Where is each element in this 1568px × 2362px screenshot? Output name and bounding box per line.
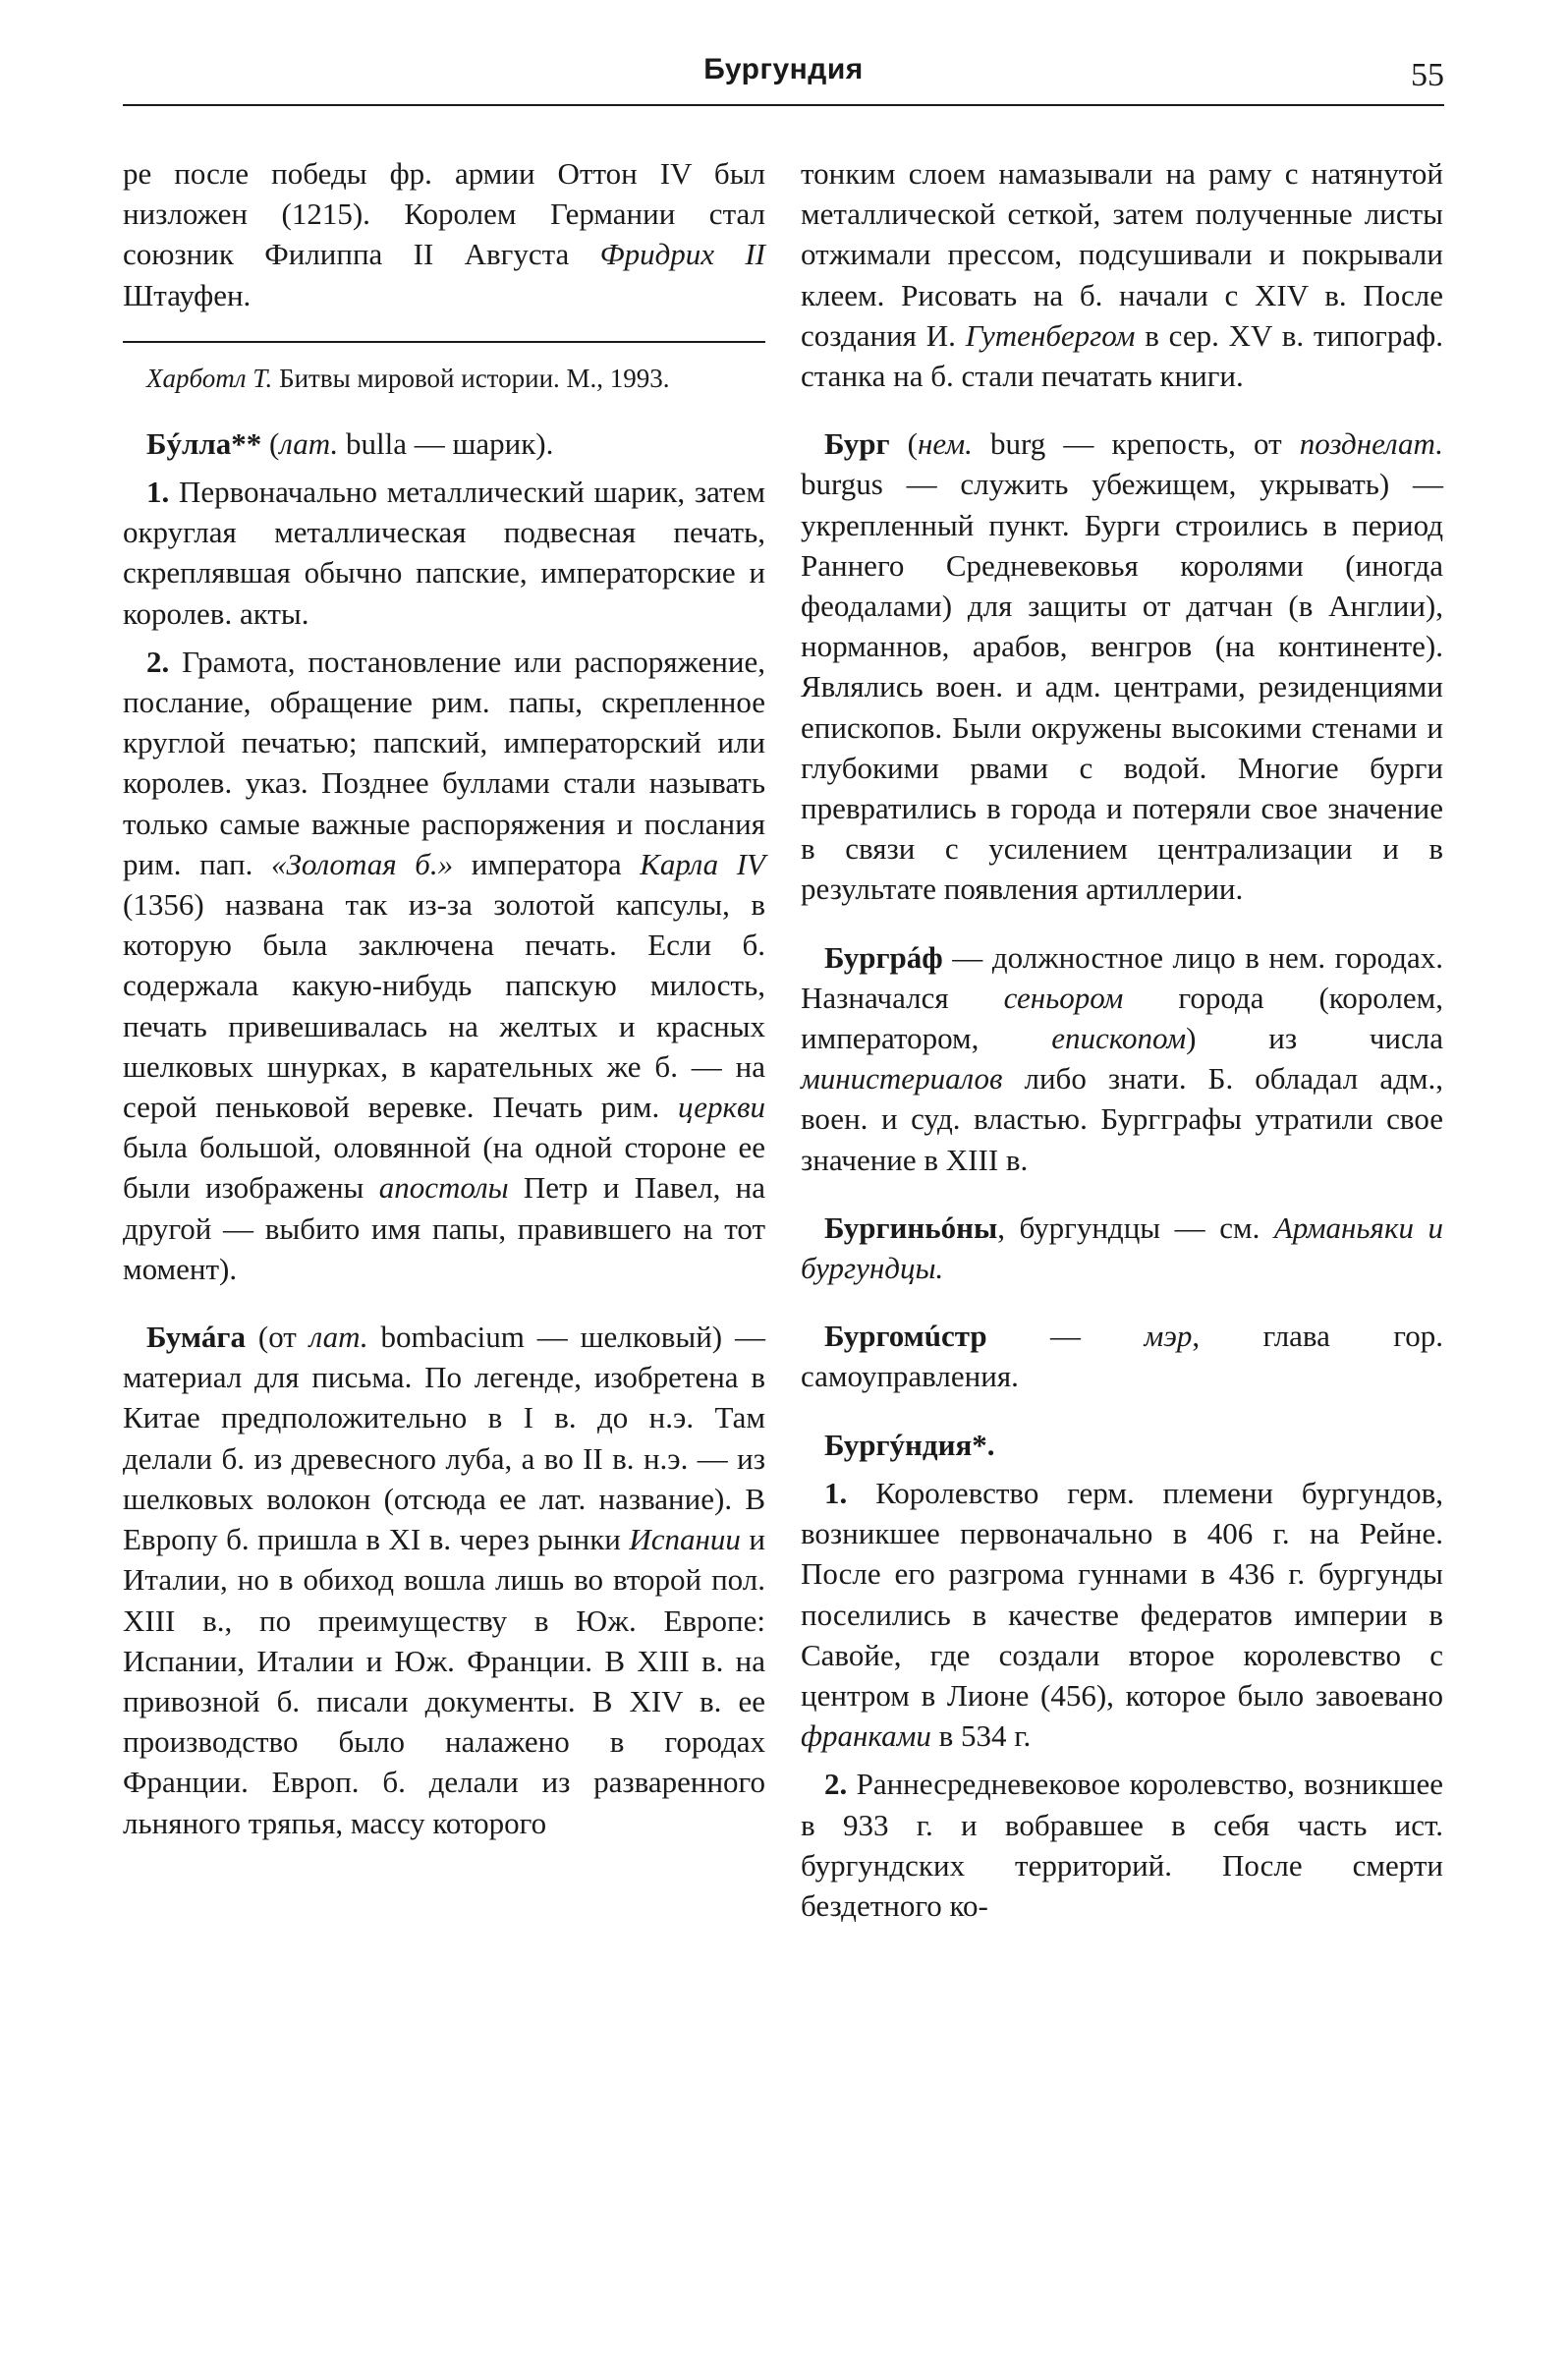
text-run: города (королем, императором, (801, 980, 1443, 1056)
text-run: — должностное лицо в нем. городах. Назначался (801, 939, 1443, 1015)
header-rule (123, 104, 1444, 106)
headword: Бург (824, 426, 890, 462)
cross-ref-link: апостолы (378, 1170, 509, 1206)
text-run: Штауфен. (123, 277, 252, 312)
cross-ref-link: франками (801, 1718, 931, 1754)
text-run: в 534 г. (930, 1718, 1032, 1754)
cross-ref-link: Испании (629, 1522, 741, 1557)
cross-ref-link: Арманьяки и бургундцы. (801, 1209, 1443, 1286)
text-run: тонким слоем намазывали на раму с натянутой металлической сеткой, затем полученные листы отжимали прессом, подсушивали и покрывали клеем. Рисовать на б. начали с XIV в. После создания И. (801, 156, 1443, 353)
cross-ref-link: «Золотая б.» (271, 846, 454, 881)
headword: Бýлла** (146, 425, 262, 461)
text-run: bulla — шарик). (338, 425, 554, 461)
left-column (123, 153, 765, 1843)
text-run: ( (889, 426, 918, 462)
text-run: burg — крепость, от (972, 426, 1300, 462)
entry-burggraf (801, 937, 1443, 1180)
headword: Бумáга (146, 1320, 247, 1355)
running-title: Бургундия (703, 53, 864, 85)
entry-bulla-sense-2 (123, 642, 765, 1289)
cross-ref-link: епископом (1051, 1021, 1187, 1056)
text-run: Королевство герм. племени бургундов, возникшее первоначально в 406 г. на Рейне. После его разгрома гуннами в 436 г. бургунды поселились в качестве федератов империи в Савойе, где создали второе королевство с центром в Лионе (456), которое было завоевано (801, 1475, 1443, 1713)
text-run: Раннесредневековое королевство, возникшее в 933 г. и вобравшее в себя часть ист. бургундских территорий. После смерти бездетного ко- (801, 1767, 1443, 1923)
text-run: (от (246, 1320, 309, 1355)
cross-ref-link: мэр (1144, 1319, 1193, 1354)
text-run: burgus — служить убежищем, укрывать) — укрепленный пункт. Бурги строились в период Раннего Средневековья королями (иногда феодалами) для защиты от датчан (в Англии), норманнов, арабов, венгров (на континенте). Являлись воен. и адм. центрами, резиденциями епископов. Были окружены высокими стенами и глубокими рвами с водой. Многие бурги превратились в города и потеряли свое значение в связи с усилением централизации и в результате появления артиллерии. (801, 467, 1443, 907)
entry-burgundiya-head (801, 1425, 1443, 1465)
text-run: и Италии, но в обиход вошла лишь во второй пол. XIII в., по преимуществу в Юж. Европе: Испании, Италии и Юж. Франции. В XIII в. на привозной б. писали документы. В XIV в. ее производство было налажено в городах Франции. Европ. б. делали из разваренного льняного тряпья, массу которого (123, 1522, 765, 1840)
literature-ref (123, 361, 765, 396)
text-run: bombacium — шелковый) — материал для письма. По легенде, изобретена в Китае предположительно в I в. до н.э. Там делали б. из древесного луба, а во II в. н.э. — из шелковых волокон (отсюда ее лат. название). В Европу б. пришла в XI в. через рынки (123, 1320, 765, 1557)
cross-ref-link: сеньором (1003, 980, 1124, 1015)
cross-ref-link: Карла IV (640, 846, 765, 881)
headword: Бургрáф (824, 939, 943, 975)
lit-title: Битвы мировой истории. М., 1993. (272, 363, 670, 393)
entry-burgignony (801, 1208, 1443, 1288)
running-header (123, 53, 1444, 108)
sense-number: 2. (146, 644, 170, 679)
lit-author: Харботл Т. (146, 363, 273, 393)
cross-ref-link: министериалов (801, 1061, 1003, 1097)
cross-ref-link: Фридрих II (599, 237, 765, 272)
sense-number: 1. (146, 475, 170, 510)
cross-ref-link: церкви (678, 1090, 765, 1125)
otton-continuation (123, 153, 765, 315)
bumaga-continuation (801, 153, 1443, 396)
text-run: императора (453, 846, 641, 881)
entry-bulla-head (123, 423, 765, 464)
abbr: позднелат. (1299, 426, 1444, 462)
abbr: лат. (308, 1320, 368, 1355)
text-run: была большой, оловянной (на одной стороне ее были изображены (123, 1130, 765, 1206)
headword: Бургомúстр (824, 1319, 987, 1354)
text-run: в сер. XV в. типограф. станка на б. стали печатать книги. (801, 317, 1443, 394)
text-run: , бургундцы — см. (997, 1209, 1274, 1245)
text-run: либо знати. Б. обладал адм., воен. и суд. властью. Бургграфы утратили свое значение в XIII в. (801, 1061, 1443, 1177)
headword: Бургýндия*. (824, 1427, 995, 1462)
text-run: Первоначально металлический шарик, затем округлая металлическая подвесная печать, скреплявшая обычно папские, императорские и королев. акты. (123, 475, 765, 631)
abbr: нем. (918, 426, 973, 462)
text-run: ре после победы фр. армии Оттон IV был низложен (1215). Королем Германии стал союзник Филиппа II Августа (123, 156, 765, 272)
entry-burgundiya-sense-2 (801, 1764, 1443, 1926)
text-run: — (986, 1319, 1145, 1354)
entry-burgomistr (801, 1316, 1443, 1396)
entry-burg (801, 423, 1443, 909)
page-number: 55 (1411, 57, 1444, 93)
right-column (801, 153, 1443, 1926)
text-run: ( (261, 425, 280, 461)
text-run: (1356) названа так из-за золотой капсулы, в которую была заключена печать. Если б. содержала какую-нибудь папскую милость, печать привешивалась на желтых и красных шелковых шнурках, в карательных же б. — на серой пеньковой веревке. Печать рим. (123, 887, 765, 1125)
text-run: , глава гор. самоуправления. (801, 1319, 1443, 1394)
sense-number: 1. (824, 1475, 848, 1510)
entry-burgundiya-sense-1 (801, 1473, 1443, 1756)
literature-rule (123, 341, 765, 343)
cross-ref-link: Гутенбергом (965, 317, 1136, 353)
abbr: лат. (279, 425, 339, 461)
sense-number: 2. (824, 1767, 848, 1802)
headword: Бургиньóны (824, 1209, 998, 1245)
entry-bulla-sense-1 (123, 472, 765, 634)
text-run: ) из числа (1186, 1021, 1444, 1056)
text-run: Петр и Павел, на другой — выбито имя папы, правившего на тот момент). (123, 1170, 765, 1286)
entry-bumaga (123, 1317, 765, 1843)
text-run: Грамота, постановление или распоряжение, послание, обращение рим. папы, скрепленное круглой печатью; папский, императорский или королев. указ. Позднее буллами стали называть только самые важные распоряжения и послания рим. пап. (123, 644, 765, 881)
